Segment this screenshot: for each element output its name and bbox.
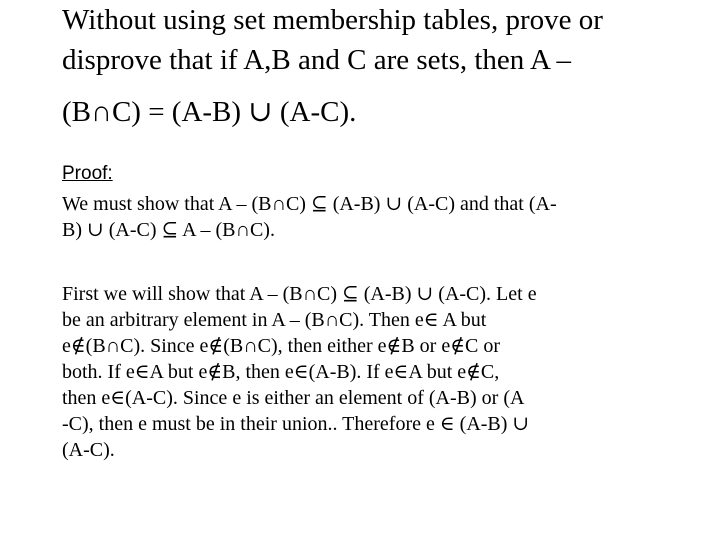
paragraph-line: B) ∪ (A-C) ⊆ A – (B∩C). (62, 219, 275, 241)
proof-label: Proof: (62, 163, 113, 184)
paragraph-line: then e∈(A-C). Since e is either an element of (A-B) or (A (62, 387, 525, 409)
paragraph-line: both. If e∈A but e∉B, then e∈(A-B). If e∈A but e∉C, (62, 361, 500, 383)
paragraph-line: (A-C). (62, 439, 115, 461)
paragraph-line: We must show that A – (B∩C) ⊆ (A-B) ∪ (A-C) and that (A- (62, 193, 557, 215)
slide-title (62, 6, 702, 138)
title-line: disprove that if A,B and C are sets, then A – (62, 44, 572, 76)
paragraph-line: First we will show that A – (B∩C) ⊆ (A-B) ∪ (A-C). Let e (62, 283, 537, 305)
proof-paragraph-1 (62, 191, 688, 243)
proof-paragraph-2 (62, 281, 688, 463)
title-line: Without using set membership tables, prove or (62, 4, 603, 36)
title-line: (B∩C) = (A-B) ∪ (A-C). (62, 96, 357, 128)
paragraph-line: be an arbitrary element in A – (B∩C). Then e∈ A but (62, 309, 487, 331)
paragraph-line: e∉(B∩C). Since e∉(B∩C), then either e∉B or e∉C or (62, 335, 501, 357)
paragraph-line: -C), then e must be in their union.. Therefore e ∈ (A-B) ∪ (62, 413, 530, 435)
